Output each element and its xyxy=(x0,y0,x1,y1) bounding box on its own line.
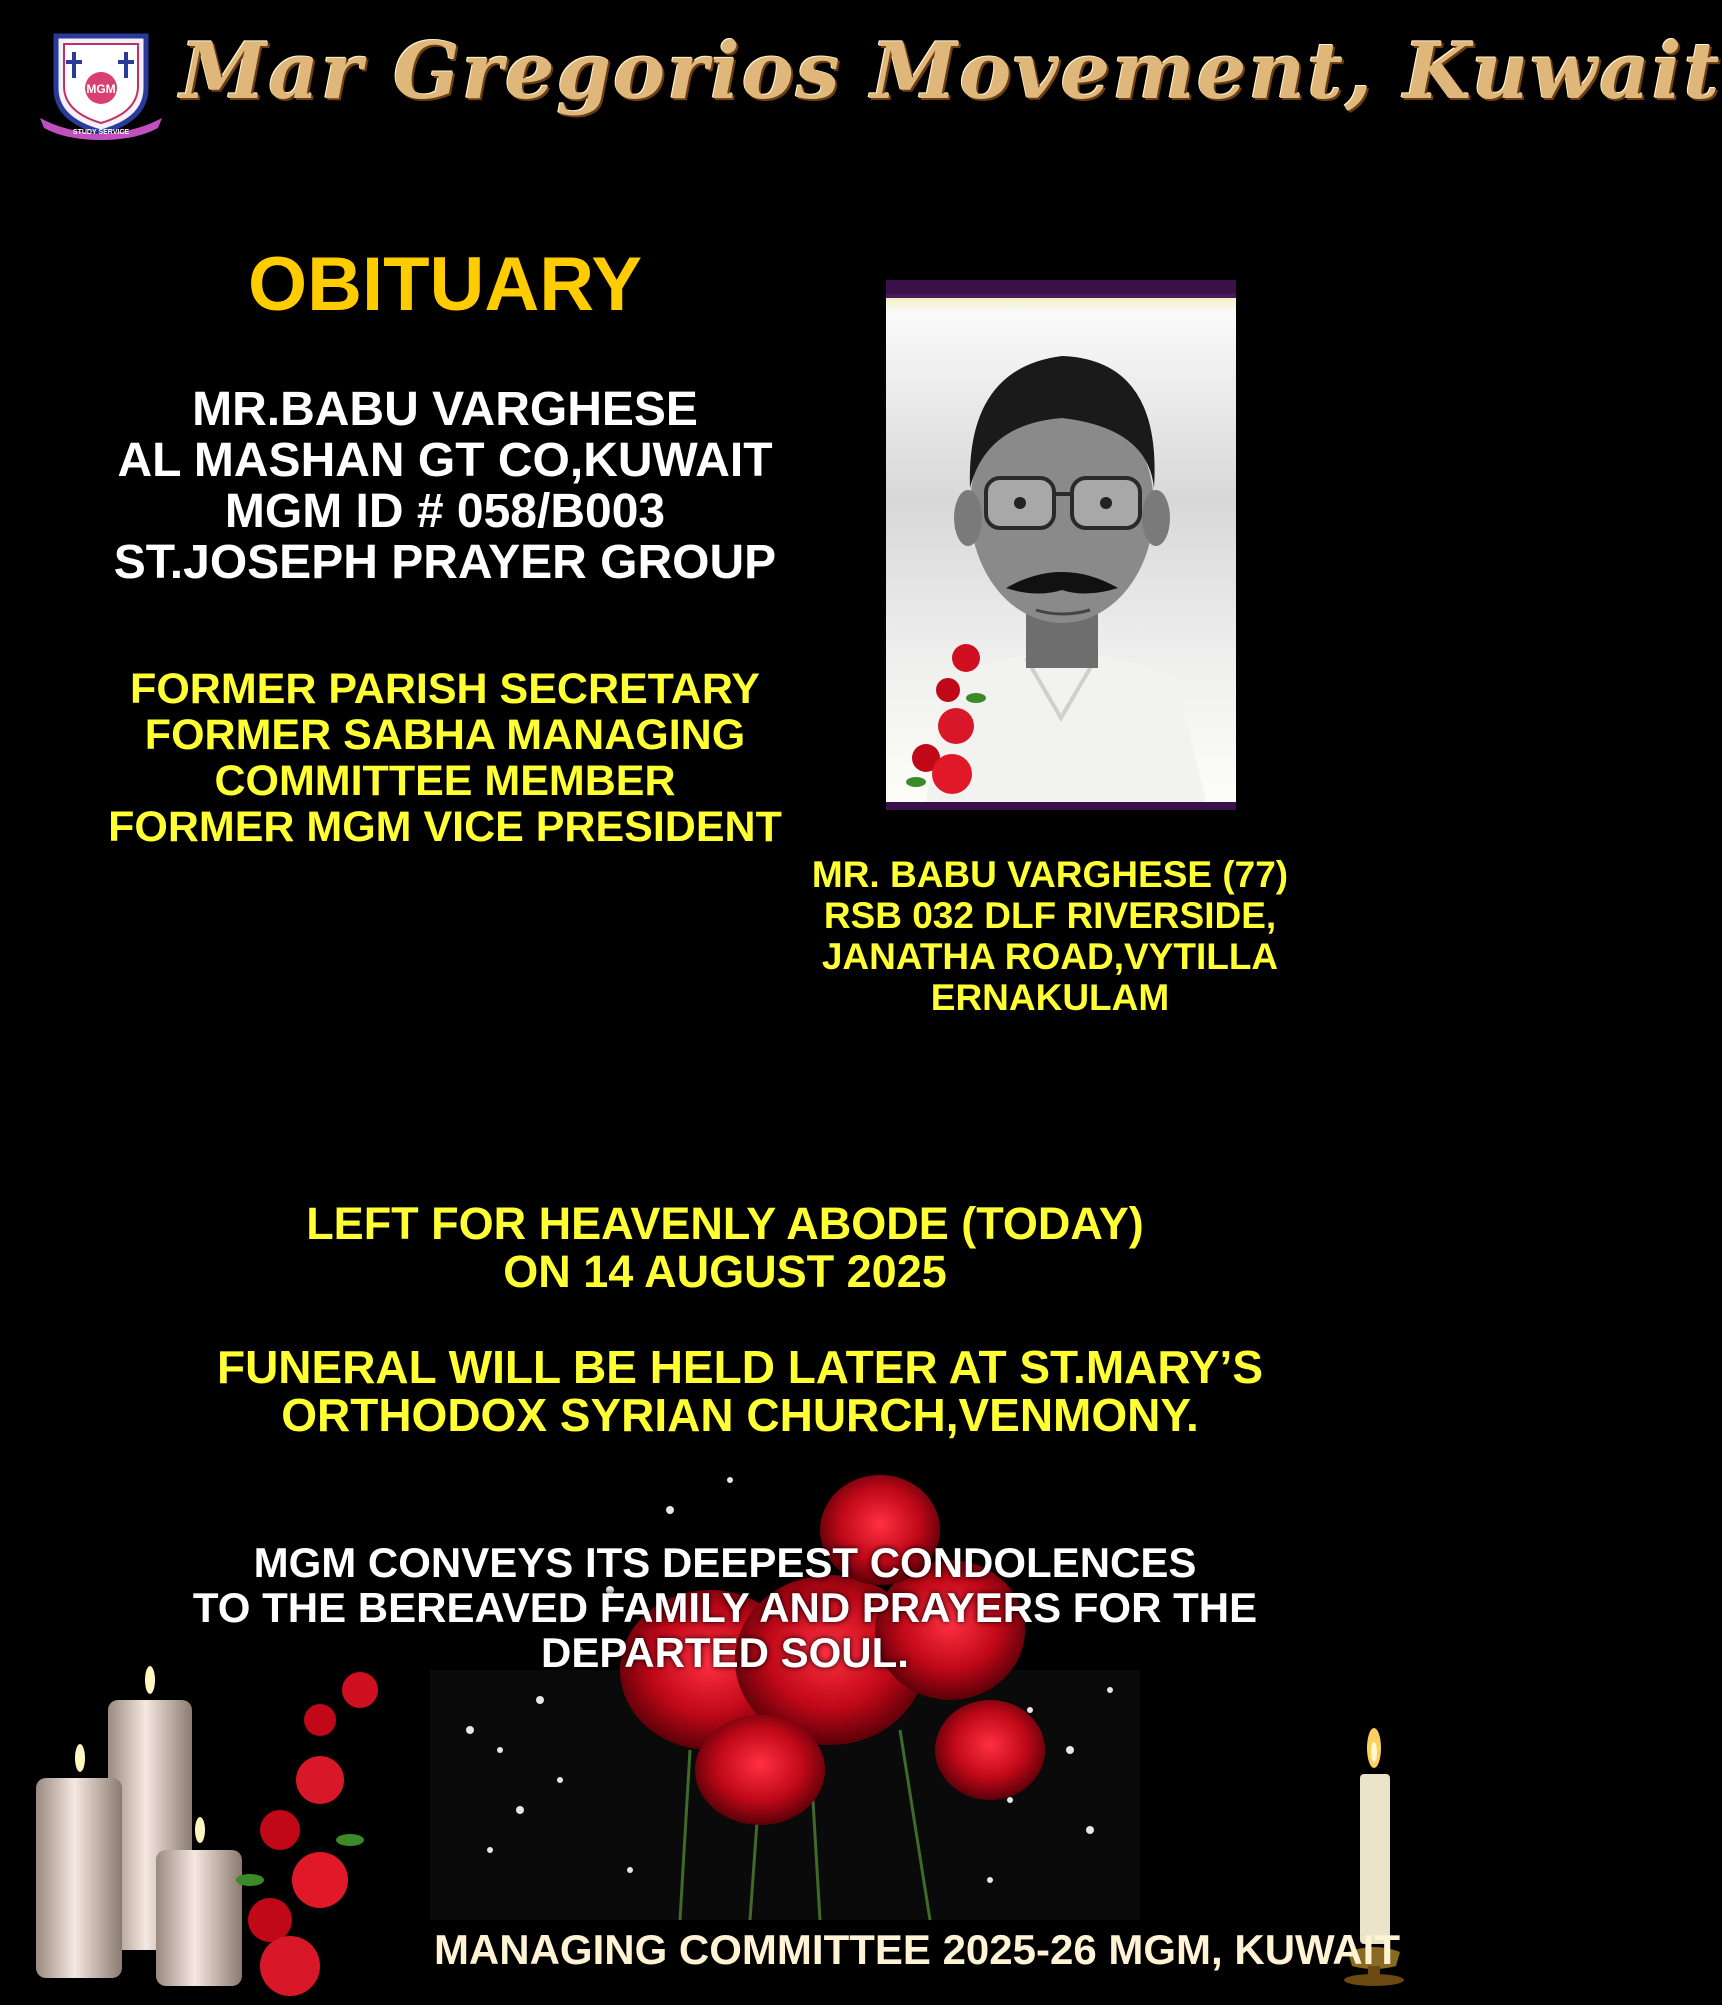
roses-bouquet-image xyxy=(430,1450,1140,1920)
deceased-company: AL MASHAN GT CO,KUWAIT xyxy=(117,434,773,487)
address-line: RSB 032 DLF RIVERSIDE, xyxy=(823,895,1277,936)
address-city: ERNAKULAM xyxy=(930,977,1170,1018)
role-line: FORMER MGM VICE PRESIDENT xyxy=(108,803,782,851)
death-line: LEFT FOR HEAVENLY ABODE (TODAY) xyxy=(306,1198,1144,1249)
organization-title: Mar Gregorios Movement, Kuwait xyxy=(180,26,1722,117)
role-line: FORMER SABHA MANAGING xyxy=(144,711,746,759)
logo-ribbon: STUDY SERVICE xyxy=(72,129,130,136)
deceased-info xyxy=(40,384,850,588)
deceased-name: MR.BABU VARGHESE xyxy=(192,383,698,436)
funeral-notice xyxy=(120,1343,1360,1439)
portrait-frame xyxy=(886,280,1236,810)
former-roles xyxy=(40,666,850,850)
address-line: JANATHA ROAD,VYTILLA xyxy=(821,936,1279,977)
condolence-line: DEPARTED SOUL. xyxy=(541,1629,909,1676)
condolence-line: MGM CONVEYS ITS DEEPEST CONDOLENCES xyxy=(253,1539,1197,1586)
role-line: COMMITTEE MEMBER xyxy=(214,757,676,805)
deceased-prayer-group: ST.JOSEPH PRAYER GROUP xyxy=(113,536,777,589)
logo-text: MGM xyxy=(86,82,116,96)
funeral-line: FUNERAL WILL BE HELD LATER AT ST.MARY’S xyxy=(216,1341,1264,1393)
address-name-age: MR. BABU VARGHESE (77) xyxy=(811,854,1289,895)
portrait-photo xyxy=(886,298,1236,802)
role-line: FORMER PARISH SECRETARY xyxy=(130,665,760,713)
death-date: ON 14 AUGUST 2025 xyxy=(503,1246,947,1297)
condolence-message xyxy=(100,1540,1350,1675)
address-block xyxy=(760,854,1340,1018)
footer-managing-committee: MANAGING COMMITTEE 2025-26 MGM, KUWAIT xyxy=(433,1926,1400,1973)
deceased-mgm-id: MGM ID # 058/B003 xyxy=(224,485,666,538)
death-notice xyxy=(120,1200,1330,1296)
funeral-line: ORTHODOX SYRIAN CHURCH,VENMONY. xyxy=(281,1389,1199,1441)
obituary-heading: OBITUARY xyxy=(247,242,643,327)
condolence-line: TO THE BEREAVED FAMILY AND PRAYERS FOR THE xyxy=(192,1584,1258,1631)
mgm-logo xyxy=(36,28,166,140)
